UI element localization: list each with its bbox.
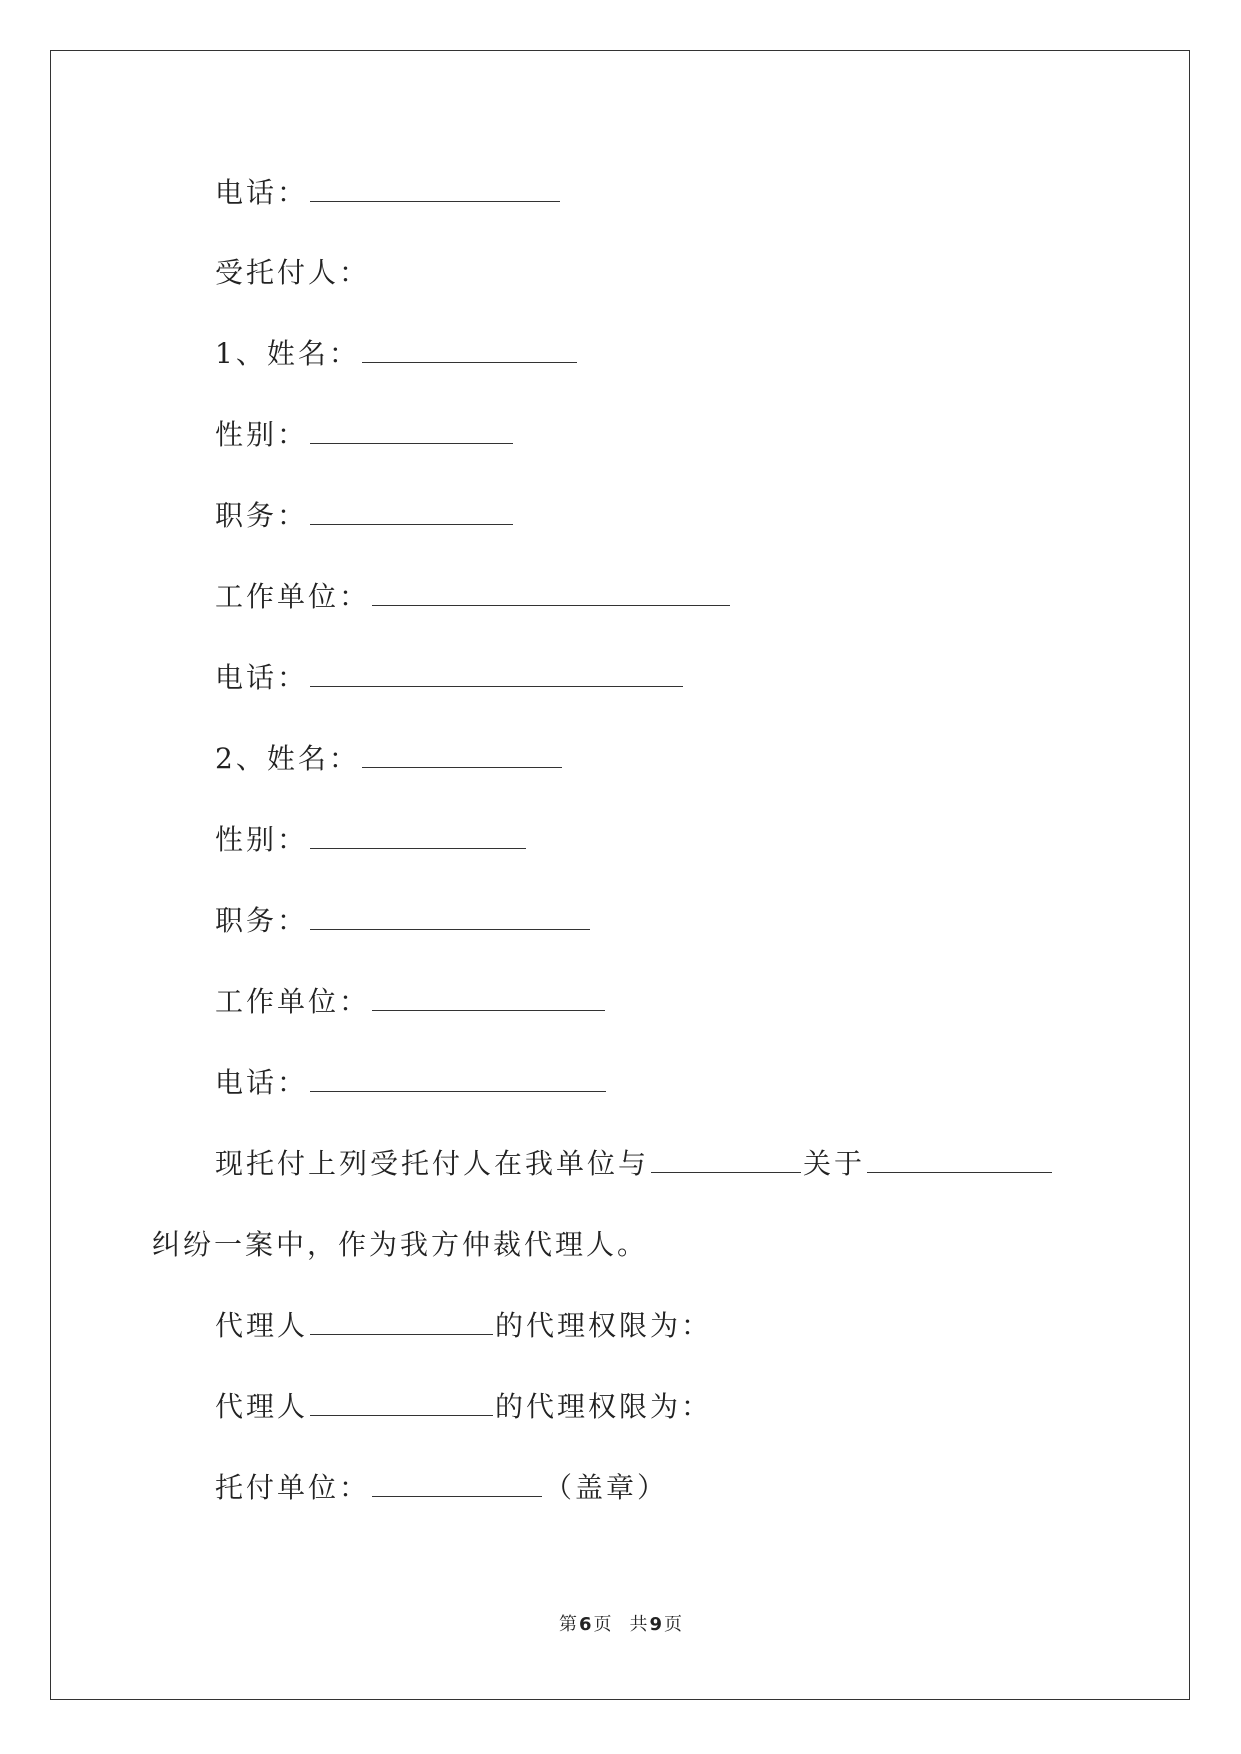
trustee-heading-label: 受托付人： (215, 256, 371, 289)
footer-total-suffix: 页 (664, 1614, 683, 1635)
trustee-heading (215, 255, 370, 291)
trustee2-phone-label: 电话： (215, 1066, 309, 1099)
trustee1-workplace-label: 工作单位： (215, 580, 371, 613)
trustee1-name-label: 1、姓名： (215, 337, 360, 370)
phone-label: 电话： (215, 176, 309, 209)
trustee2-name-line (215, 741, 564, 777)
agent1-suffix: 的代理权限为： (495, 1309, 713, 1342)
trustee1-position-label: 职务： (215, 499, 309, 532)
trustee1-workplace-line (215, 579, 732, 615)
trustee1-gender-blank[interactable] (310, 419, 513, 444)
agent1-name-blank[interactable] (310, 1310, 493, 1335)
trustee1-position-line (215, 498, 515, 534)
agent2-name-blank[interactable] (310, 1391, 493, 1416)
trustee2-workplace-label: 工作单位： (215, 985, 371, 1018)
entrusting-unit-blank[interactable] (372, 1472, 542, 1497)
trustee2-gender-line (215, 822, 528, 858)
authorization-continuation-text: 纠纷一案中，作为我方仲裁代理人。 (152, 1228, 649, 1261)
dispute-subject-blank[interactable] (867, 1148, 1052, 1173)
trustee2-gender-blank[interactable] (310, 824, 526, 849)
trustee1-gender-label: 性别： (215, 418, 309, 451)
phone-blank[interactable] (310, 177, 560, 202)
trustee1-phone-label: 电话： (215, 661, 309, 694)
agent2-suffix: 的代理权限为： (495, 1390, 713, 1423)
authorization-continuation (152, 1227, 648, 1263)
trustee1-phone-line (215, 660, 685, 696)
footer-page-total: 9 (649, 1614, 663, 1635)
trustee2-name-label: 2、姓名： (215, 742, 360, 775)
authorization-line (215, 1146, 1054, 1182)
page-footer (0, 1610, 1241, 1636)
agent1-authority-line (215, 1308, 712, 1344)
footer-page-mid: 页 (593, 1614, 612, 1635)
agent2-prefix: 代理人 (215, 1390, 309, 1423)
trustee2-position-blank[interactable] (310, 905, 590, 930)
trustee1-gender-line (215, 417, 515, 453)
seal-line (215, 1470, 668, 1506)
footer-page-prefix: 第 (558, 1614, 577, 1635)
agent2-authority-line (215, 1389, 712, 1425)
trustee2-gender-label: 性别： (215, 823, 309, 856)
authorization-text-2: 关于 (803, 1147, 866, 1180)
trustee2-phone-blank[interactable] (310, 1067, 606, 1092)
trustee2-position-line (215, 903, 592, 939)
agent1-prefix: 代理人 (215, 1309, 309, 1342)
trustee1-workplace-blank[interactable] (372, 581, 730, 606)
trustee1-phone-blank[interactable] (310, 662, 683, 687)
trustee1-name-blank[interactable] (362, 338, 577, 363)
entrusting-unit-label: 托付单位： (215, 1471, 371, 1504)
trustee2-workplace-blank[interactable] (372, 986, 605, 1011)
page-border (50, 50, 1190, 1700)
opposing-party-blank[interactable] (651, 1148, 801, 1173)
trustee1-name-line (215, 336, 579, 372)
trustee1-position-blank[interactable] (310, 500, 513, 525)
authorization-text-1: 现托付上列受托付人在我单位与 (215, 1147, 650, 1180)
trustee2-workplace-line (215, 984, 607, 1020)
trustee2-position-label: 职务： (215, 904, 309, 937)
seal-note: （盖章） (544, 1471, 669, 1504)
phone-line (215, 175, 562, 211)
trustee2-name-blank[interactable] (362, 743, 562, 768)
trustee2-phone-line (215, 1065, 608, 1101)
footer-page-current: 6 (578, 1614, 592, 1635)
footer-total-prefix: 共 (629, 1614, 648, 1635)
